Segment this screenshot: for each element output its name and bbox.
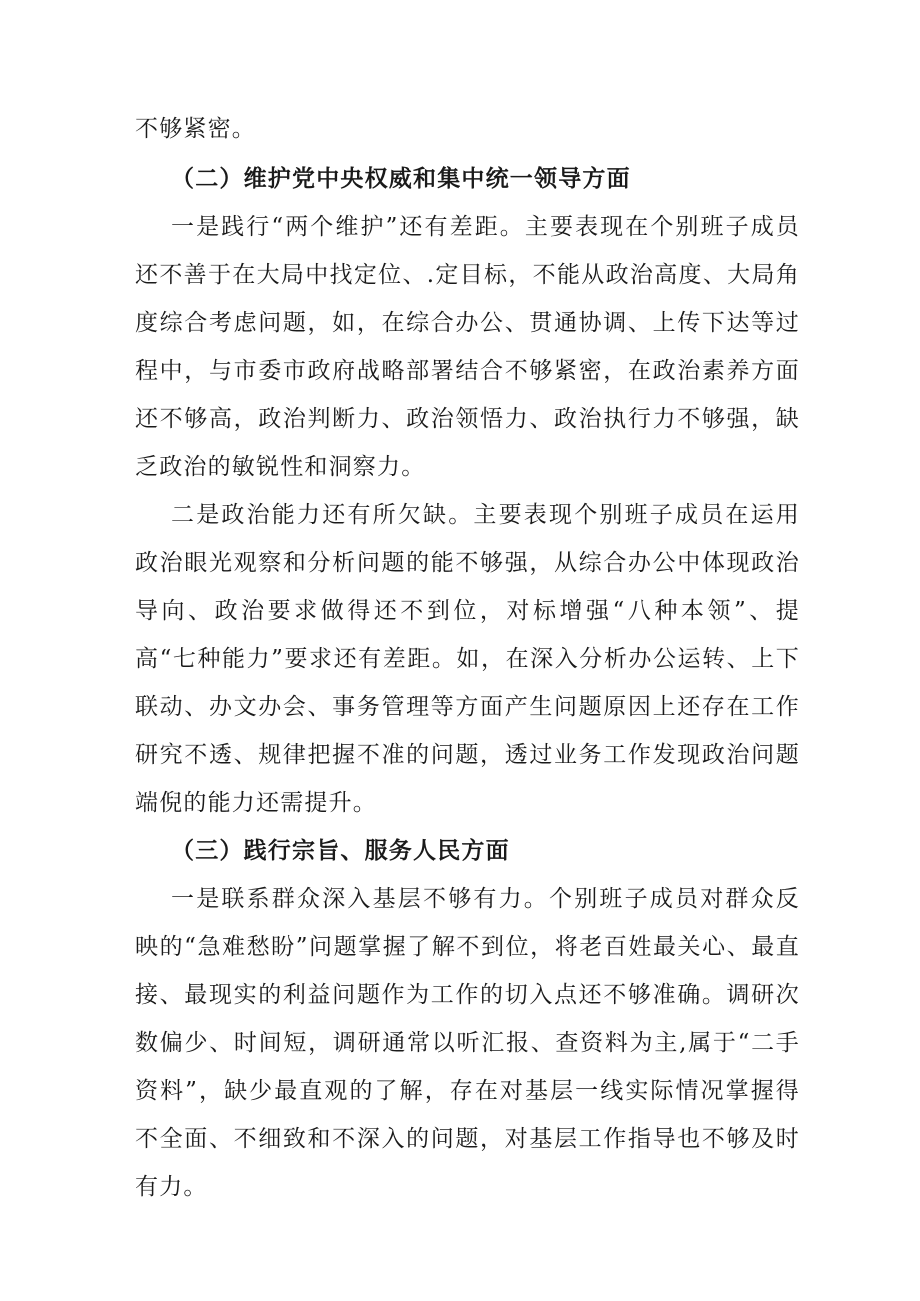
paragraph-contact-masses: 一是联系群众深入基层不够有力。个别班子成员对群众反映的“急难愁盼”问题掌握了解不到位，将老百姓最关心、最直接、最现实的利益问题作为工作的切入点还不够准确。调研次数偏少、时间短，调研通常以听汇报、查资料为主,属于“二手资料”，缺少最直观的了解，存在对基层一线实际情况掌握得不全面、不细致和不深入的问题，对基层工作指导也不够及时有力。 [135, 886, 800, 1200]
document-body [135, 105, 800, 1211]
paragraph-continuation: 不够紧密。 [135, 116, 256, 142]
section-heading-3: （三）践行宗旨、服务人民方面 [171, 838, 510, 864]
paragraph-two-maintenances: 一是践行“两个维护”还有差距。主要表现在个别班子成员还不善于在大局中找定位、.定目标，不能从政治高度、大局角度综合考虑问题，如，在综合办公、贯通协调、上传下达等过程中，与市委市政府战略部署结合不够紧密，在政治素养方面还不够高，政治判断力、政治领悟力、政治执行力不够强，缺乏政治的敏锐性和洞察力。 [135, 214, 800, 480]
paragraph-political-ability: 二是政治能力还有所欠缺。主要表现个别班子成员在运用政治眼光观察和分析问题的能不够强，从综合办公中体现政治导向、政治要求做得还不到位，对标增强“八种本领”、提高“七种能力”要求还有差距。如，在深入分析办公运转、上下联动、办文办会、事务管理等方面产生问题原因上还存在工作研究不透、规律把握不准的问题，透过业务工作发现政治问题端倪的能力还需提升。 [135, 502, 800, 816]
section-heading-2: （二）维护党中央权威和集中统一领导方面 [171, 166, 631, 192]
